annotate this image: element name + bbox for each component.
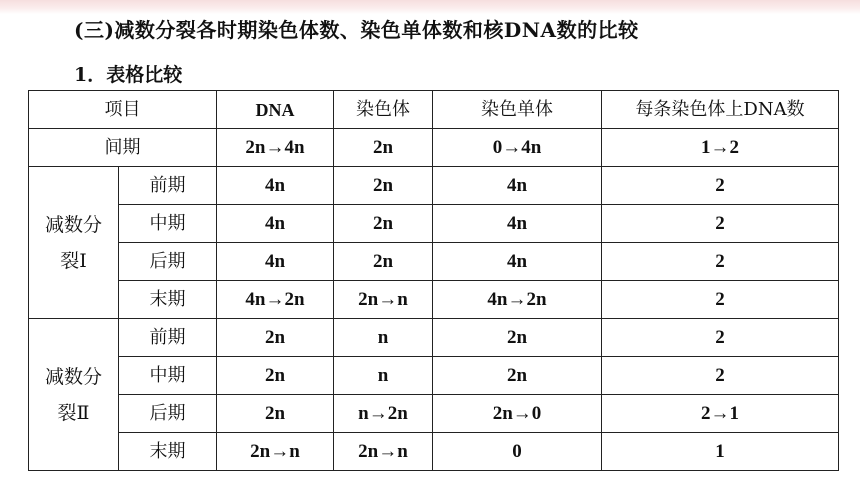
table-header-row: [29, 91, 839, 129]
phase-label: 中期: [119, 205, 217, 243]
header-cell-dna-per-chromosome: 每条染色体上DNA数: [602, 91, 839, 129]
table-cell: 2: [602, 319, 839, 357]
table-cell: 2: [602, 167, 839, 205]
phase-label: 中期: [119, 357, 217, 395]
table-cell: 1→2: [602, 129, 839, 167]
section-heading: (三)减数分裂各时期染色体数、染色单体数和核DNA数的比较: [74, 18, 639, 42]
table-cell: 2n: [433, 319, 602, 357]
table-row: [29, 281, 839, 319]
table-cell: 4n→2n: [433, 281, 602, 319]
table-cell: 4n→2n: [217, 281, 334, 319]
table-cell: 0: [433, 433, 602, 471]
table-cell: 2: [602, 205, 839, 243]
group-label-line: 减数分: [44, 365, 102, 388]
top-decorative-band: [0, 0, 860, 14]
table-cell: 2n→n: [334, 433, 433, 471]
table-cell: 4n: [433, 205, 602, 243]
table-cell: 1: [602, 433, 839, 471]
table-cell: 2n: [334, 205, 433, 243]
table-row: [29, 357, 839, 395]
comparison-table: [28, 90, 839, 471]
table-cell: 4n: [217, 205, 334, 243]
table-cell: 2n: [217, 357, 334, 395]
table-row: [29, 243, 839, 281]
group-label-line: 裂Ⅱ: [57, 401, 90, 424]
subsection-heading: 1．表格比较: [74, 64, 183, 86]
phase-label: 末期: [119, 281, 217, 319]
phase-label: 末期: [119, 433, 217, 471]
group-label-meiosis-1: [29, 167, 119, 319]
phase-label: 后期: [119, 243, 217, 281]
interphase-label: 间期: [29, 129, 217, 167]
table-cell: 2n: [334, 243, 433, 281]
phase-label: 前期: [119, 167, 217, 205]
table-cell: 4n: [433, 167, 602, 205]
table-cell: n: [334, 319, 433, 357]
table-cell: 2: [602, 281, 839, 319]
table-cell: n→2n: [334, 395, 433, 433]
table-cell: n: [334, 357, 433, 395]
table-cell: 2n: [334, 167, 433, 205]
header-cell-dna: DNA: [217, 91, 334, 129]
phase-label: 前期: [119, 319, 217, 357]
table-cell: 2n→4n: [217, 129, 334, 167]
table-cell: 4n: [217, 243, 334, 281]
table-cell: 0→4n: [433, 129, 602, 167]
table-row-interphase: [29, 129, 839, 167]
table-cell: 2n→0: [433, 395, 602, 433]
table-row: [29, 205, 839, 243]
header-cell-chromosome: 染色体: [334, 91, 433, 129]
table-cell: 2→1: [602, 395, 839, 433]
table-cell: 2n: [217, 319, 334, 357]
table-cell: 2: [602, 243, 839, 281]
table-row: [29, 167, 839, 205]
table-cell: 4n: [217, 167, 334, 205]
table-cell: 4n: [433, 243, 602, 281]
table-row: [29, 395, 839, 433]
table-cell: 2n→n: [334, 281, 433, 319]
group-label-line: 裂Ⅰ: [60, 249, 87, 272]
phase-label: 后期: [119, 395, 217, 433]
header-cell-item: 项目: [29, 91, 217, 129]
table-row: [29, 319, 839, 357]
group-label-line: 减数分: [44, 213, 102, 236]
group-label-meiosis-2: [29, 319, 119, 471]
table-cell: 2: [602, 357, 839, 395]
table-cell: 2n: [433, 357, 602, 395]
table-cell: 2n: [334, 129, 433, 167]
table-cell: 2n→n: [217, 433, 334, 471]
header-cell-chromatid: 染色单体: [433, 91, 602, 129]
table-row: [29, 433, 839, 471]
table-cell: 2n: [217, 395, 334, 433]
